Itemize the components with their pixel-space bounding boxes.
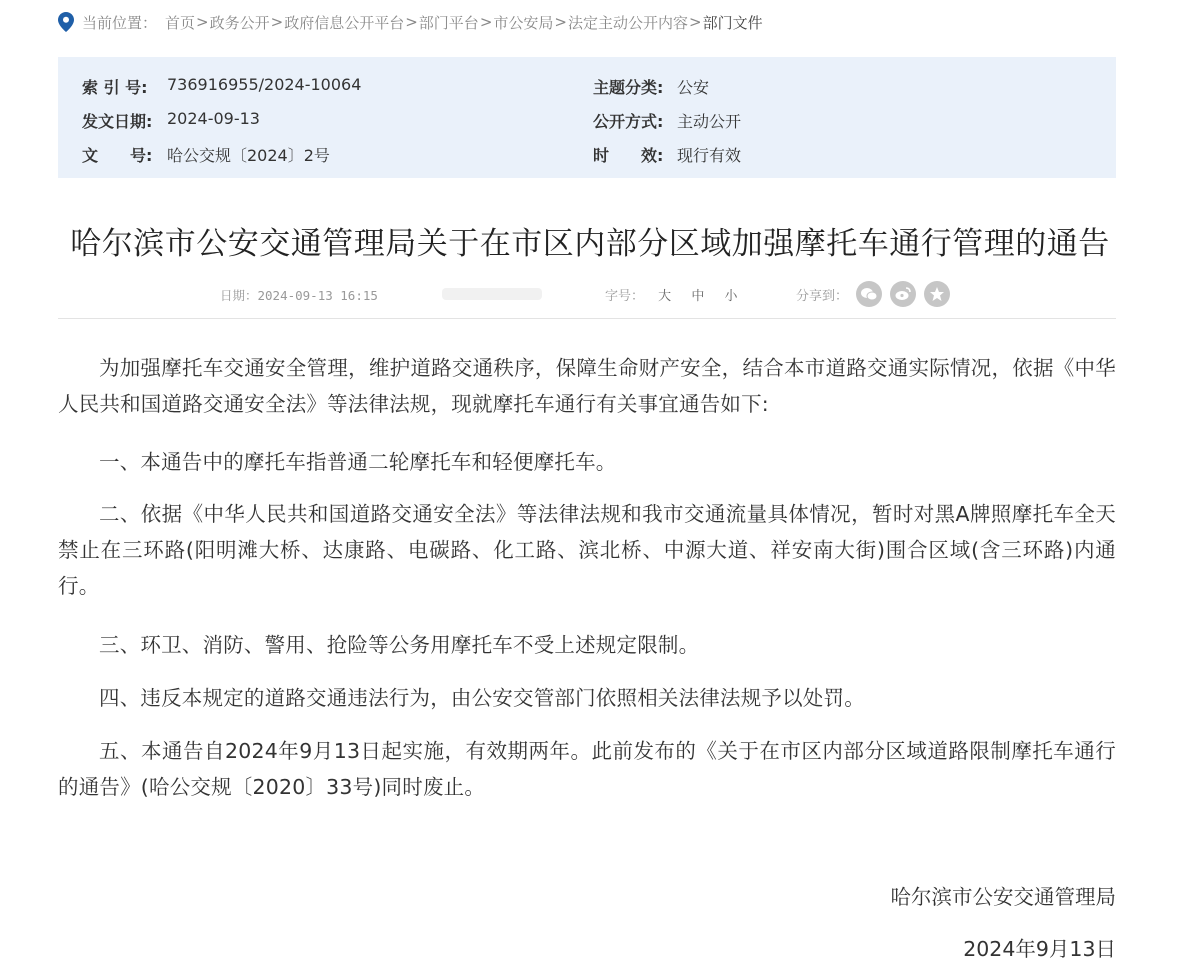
wechat-icon[interactable] <box>856 281 882 307</box>
notice-body <box>58 350 1116 422</box>
weibo-icon[interactable] <box>890 281 916 307</box>
breadcrumb-public-content-link[interactable]: 法定主动公开内容 <box>567 13 688 32</box>
breadcrumb-prefix: 当前位置： <box>82 13 158 32</box>
validity-value: 现行有效 <box>677 146 742 165</box>
disclosure-method-value: 主动公开 <box>677 112 742 131</box>
notice-body <box>58 496 1116 604</box>
divider <box>58 318 1116 319</box>
font-size-medium-button[interactable]: 中 <box>691 289 705 304</box>
breadcrumb-police-bureau-link[interactable]: 市公安局 <box>493 13 554 32</box>
index-number-value: 736916955/2024-10064 <box>167 75 362 94</box>
disclosure-method-label: 公开方式: <box>593 112 664 131</box>
article-1-paragraph: 一、本通告中的摩托车指普通二轮摩托车和轻便摩托车。 <box>99 450 617 474</box>
issue-date-value: 2024-09-13 <box>167 109 260 128</box>
font-size-label: 字号： <box>605 289 645 304</box>
issue-date-label: 发文日期: <box>82 112 153 131</box>
breadcrumb-separator: > <box>405 13 418 31</box>
topic-category-value: 公安 <box>677 78 710 97</box>
breadcrumb-separator: > <box>196 13 209 31</box>
article-5-paragraph: 五、本通告自2024年9月13日起实施，有效期两年。此前发布的《关于在市区内部分区域道路限制摩托车通行的通告》(哈公交规〔2020〕33号)同时废止。 <box>58 739 1116 799</box>
document-meta-panel <box>58 57 1116 178</box>
topic-category-label: 主题分类: <box>593 78 664 97</box>
font-size-large-button[interactable]: 大 <box>658 289 672 304</box>
breadcrumb-info-platform-link[interactable]: 政府信息公开平台 <box>284 13 405 32</box>
notice-body <box>58 444 1116 480</box>
breadcrumb-current: 部门文件 <box>702 13 763 32</box>
location-pin-icon <box>58 12 74 32</box>
signature-date: 2024年9月13日 <box>963 937 1116 961</box>
article-2-paragraph: 二、依据《中华人民共和国道路交通安全法》等法律法规和我市交通流量具体情况，暂时对黑A牌照摩托车全天禁止在三环路(阳明滩大桥、达康路、电碳路、化工路、滨北桥、中源大道、祥安南大街)围合区域(含三环路)内通行。 <box>58 502 1116 598</box>
breadcrumb-gov-affairs-link[interactable]: 政务公开 <box>209 13 270 32</box>
font-size-selector <box>605 285 737 304</box>
issuer-signature: 哈尔滨市公安交通管理局 <box>890 885 1116 909</box>
font-size-small-button[interactable]: 小 <box>724 289 738 304</box>
publish-date: 日期：2024-09-13 16:15 <box>220 288 378 303</box>
document-number-label: 文 号: <box>82 146 153 165</box>
share-bar <box>796 285 848 304</box>
breadcrumb-home-link[interactable]: 首页 <box>165 13 196 32</box>
notice-body <box>58 627 1116 663</box>
document-title: 哈尔滨市公安交通管理局关于在市区内部分区域加强摩托车通行管理的通告 <box>70 226 1110 262</box>
article-3-paragraph: 三、环卫、消防、警用、抢险等公务用摩托车不受上述规定限制。 <box>99 633 700 657</box>
notice-body <box>58 733 1116 805</box>
index-number-label: 索 引 号: <box>82 78 148 97</box>
validity-label: 时 效: <box>593 146 664 165</box>
intro-paragraph: 为加强摩托车交通安全管理，维护道路交通秩序，保障生命财产安全，结合本市道路交通实际情况，依据《中华人民共和国道路交通安全法》等法律法规，现就摩托车通行有关事宜通告如下: <box>58 356 1116 416</box>
favorite-icon[interactable] <box>924 281 950 307</box>
article-info-bar <box>58 280 1116 308</box>
blurred-text <box>442 288 542 300</box>
breadcrumb-separator: > <box>479 13 493 31</box>
document-number-value: 哈公交规〔2024〕2号 <box>167 146 330 165</box>
breadcrumb <box>58 11 763 33</box>
breadcrumb-separator: > <box>689 13 702 31</box>
breadcrumb-separator: > <box>554 13 567 31</box>
share-label: 分享到： <box>796 289 849 304</box>
notice-body <box>58 680 1116 716</box>
article-4-paragraph: 四、违反本规定的道路交通违法行为，由公安交管部门依照相关法律法规予以处罚。 <box>99 686 865 710</box>
breadcrumb-dept-platform-link[interactable]: 部门平台 <box>418 13 479 32</box>
breadcrumb-separator: > <box>270 13 284 31</box>
